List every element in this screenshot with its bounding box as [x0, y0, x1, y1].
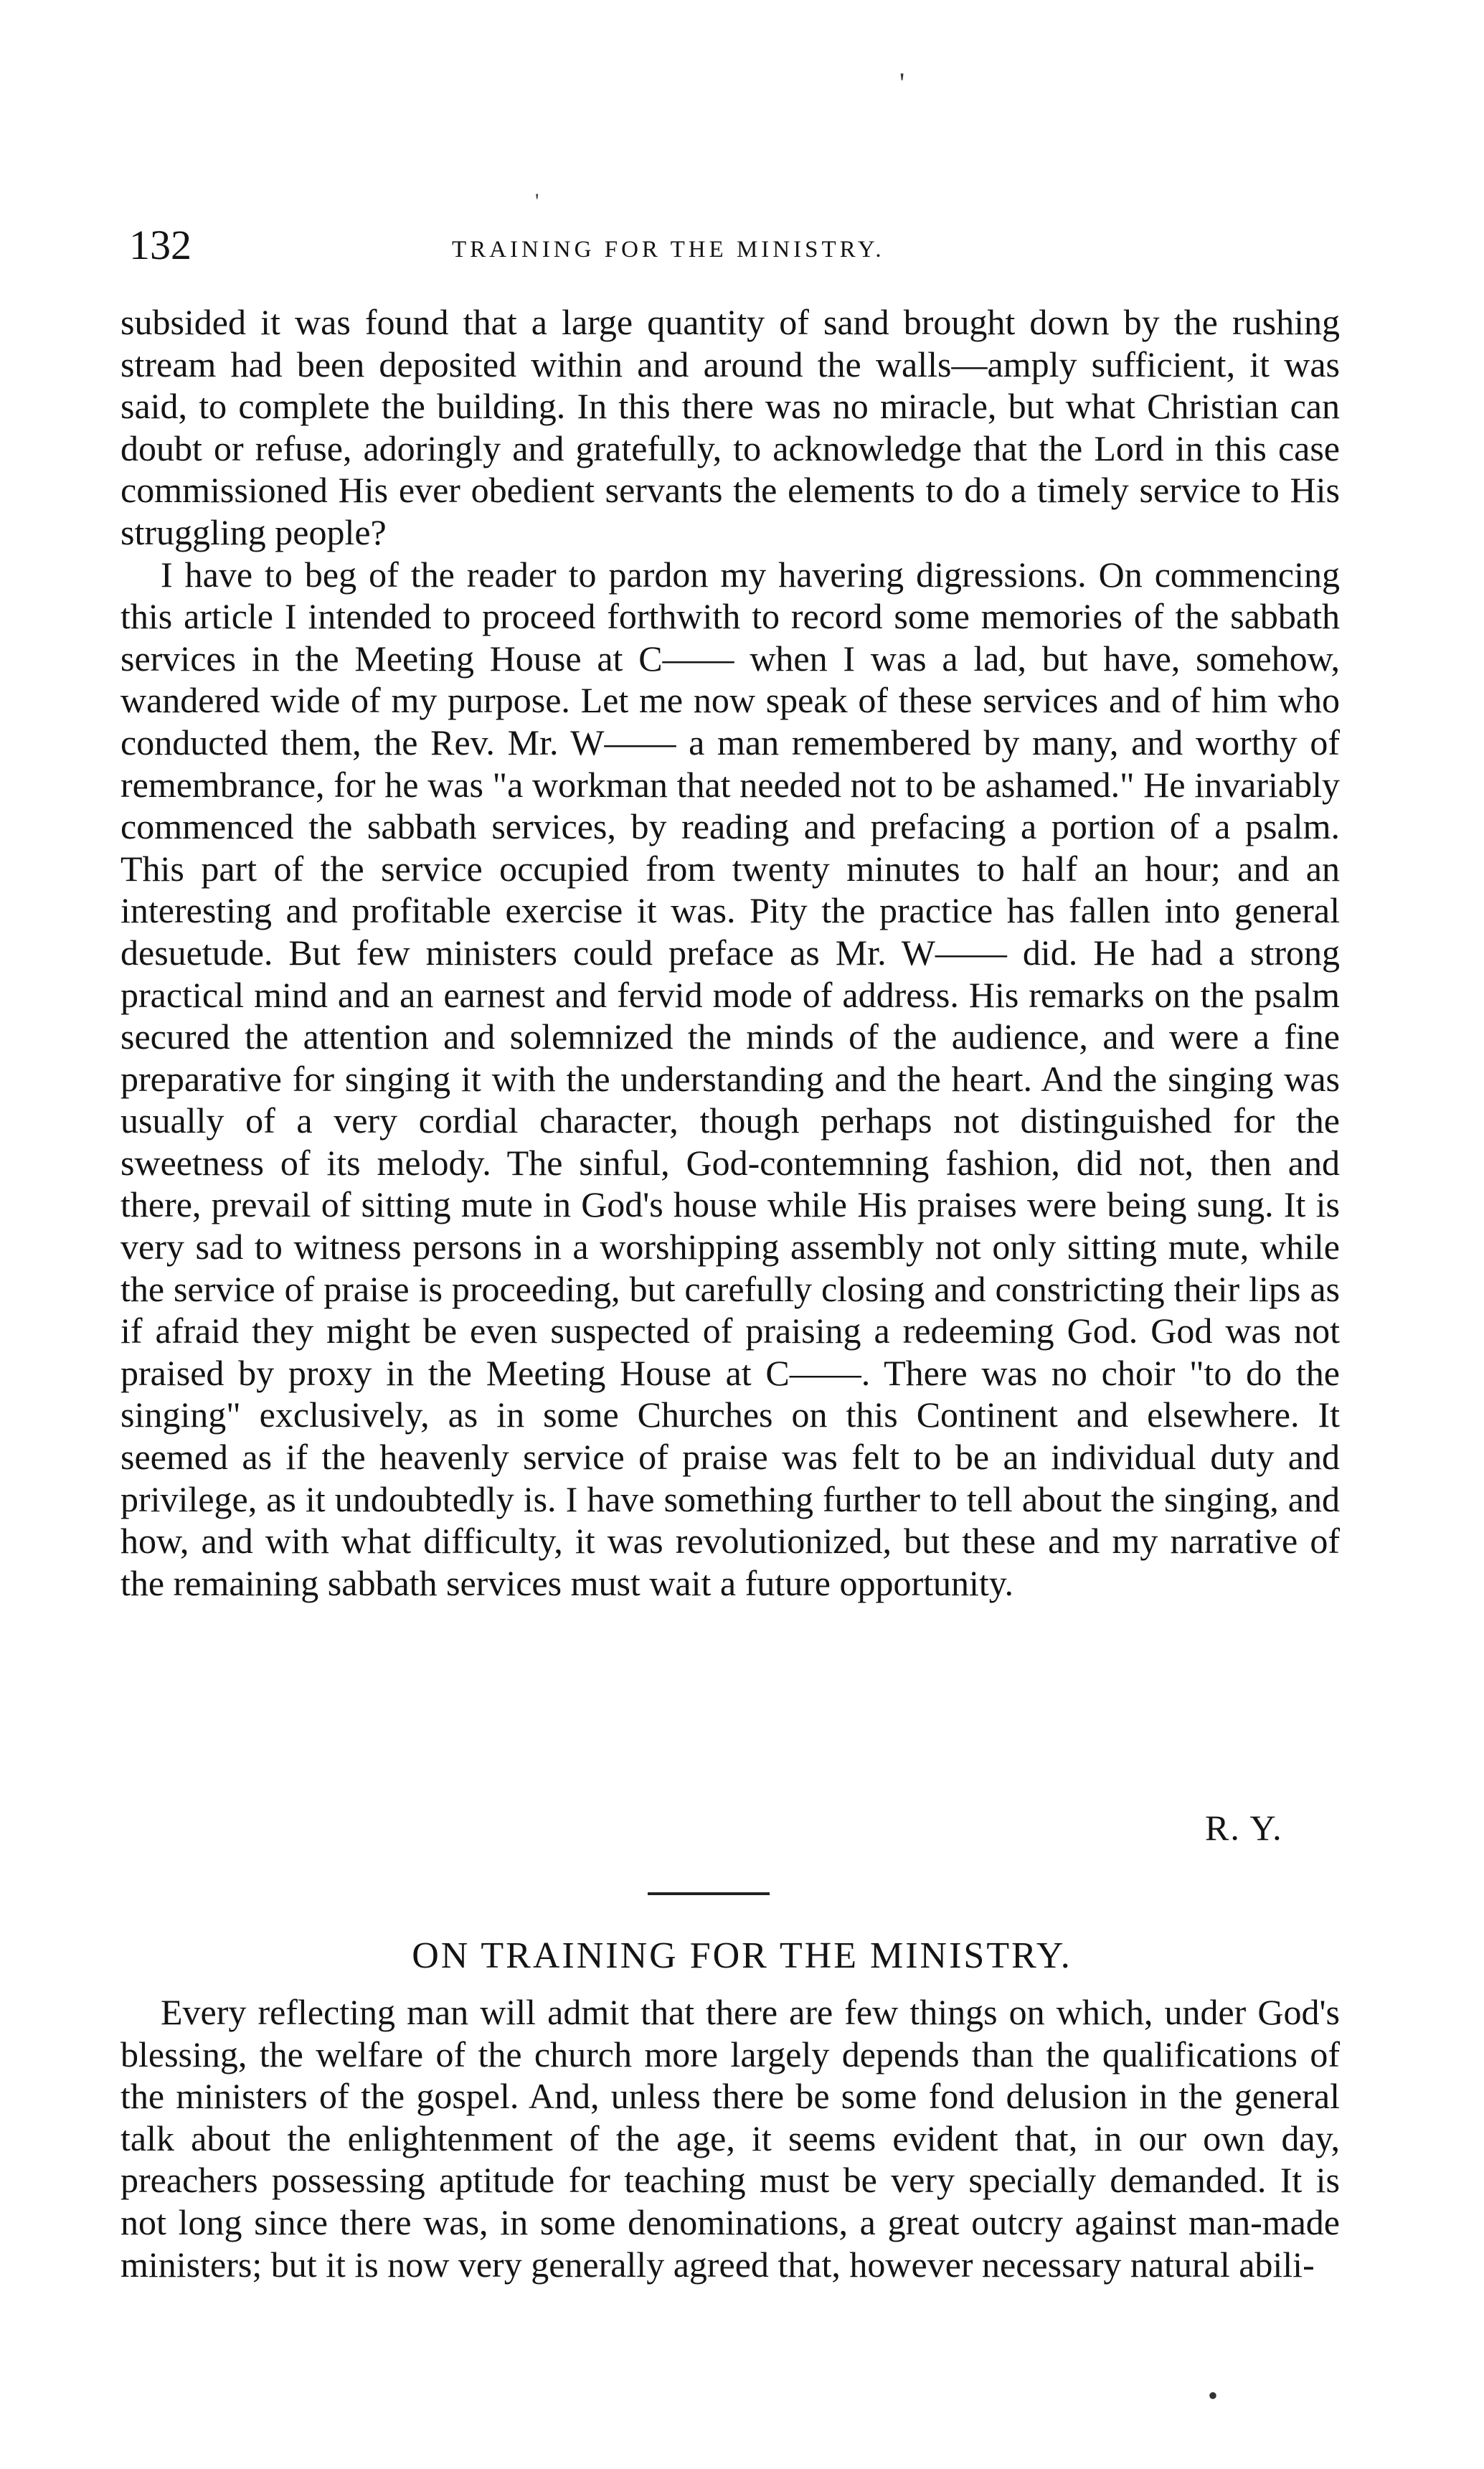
- running-head: [129, 217, 1334, 274]
- article-two-text: [120, 1991, 1340, 2285]
- article-one-text: [120, 301, 1340, 1604]
- author-signature: R. Y.: [1205, 1808, 1283, 1848]
- running-title: TRAINING FOR THE MINISTRY.: [452, 237, 885, 263]
- print-speck: •: [1208, 2379, 1219, 2412]
- page-number: 132: [129, 222, 192, 268]
- print-speck: ': [899, 67, 905, 99]
- paragraph: subsided it was found that a large quantity of sand brought down by the rushing stream had been deposited within and around the walls—amply sufficient, it was said, to complete the building. In this there was no miracle, but what Christian can doubt or refuse, adoringly and gratefully, to acknowledge that the Lord in this case commissioned His ever obedient servants the elements to do a timely service to His struggling people?: [120, 302, 1340, 552]
- article-title: ON TRAINING FOR THE MINISTRY.: [412, 1935, 1072, 1976]
- section-divider: [648, 1892, 770, 1895]
- print-speck: ': [535, 189, 539, 213]
- paragraph: Every reflecting man will admit that there are few things on which, under God's blessing, the welfare of the church more largely depends than the qualifications of the ministers of the gospel. And, unless there be some fond delusion in the general talk about the enlightenment of the age, it seems evident that, in our own day, preachers possessing aptitude for teaching must be very specially demanded. It is not long since there was, in some denominations, a great outcry against man-made ministers; but it is now very generally agreed that, however necessary natural abili-: [120, 1992, 1340, 2285]
- paragraph: I have to beg of the reader to pardon my havering digressions. On commencing this article I intended to proceed forthwith to record some memories of the sabbath services in the Meeting House at C—— when I was a lad, but have, somehow, wandered wide of my purpose. Let me now speak of these services and of him who conducted them, the Rev. Mr. W—— a man remembered by many, and worthy of remembrance, for he was "a workman that needed not to be ashamed." He invariably commenced the sabbath services, by reading and prefacing a portion of a psalm. This part of the service occupied from twenty minutes to half an hour; and an interesting and profitable exercise it was. Pity the practice has fallen into general desuetude. But few ministers could preface as Mr. W—— did. He had a strong practical mind and an earnest and fervid mode of address. His remarks on the psalm secured the attention and solemnized the minds of the audience, and were a fine preparative for singing it with the understanding and the heart. And the singing was usually of a very cordial character, though perhaps not distinguished for the sweetness of its melody. The sinful, God-contemning fashion, did not, then and there, prevail of sitting mute in God's house while His praises were being sung. It is very sad to witness persons in a worshipping assembly not only sitting mute, while the service of praise is proceeding, but carefully closing and constricting their lips as if afraid they might be even suspected of praising a redeeming God. God was not praised by proxy in the Meeting House at C——. There was no choir "to do the singing" exclusively, as in some Churches on this Continent and elsewhere. It seemed as if the heavenly service of praise was felt to be an individual duty and privilege, as it undoubtedly is. I have something further to tell about the singing, and how, and with what difficulty, it was revolutionized, but these and my narrative of the remaining sabbath services must wait a future opportunity.: [120, 554, 1340, 1603]
